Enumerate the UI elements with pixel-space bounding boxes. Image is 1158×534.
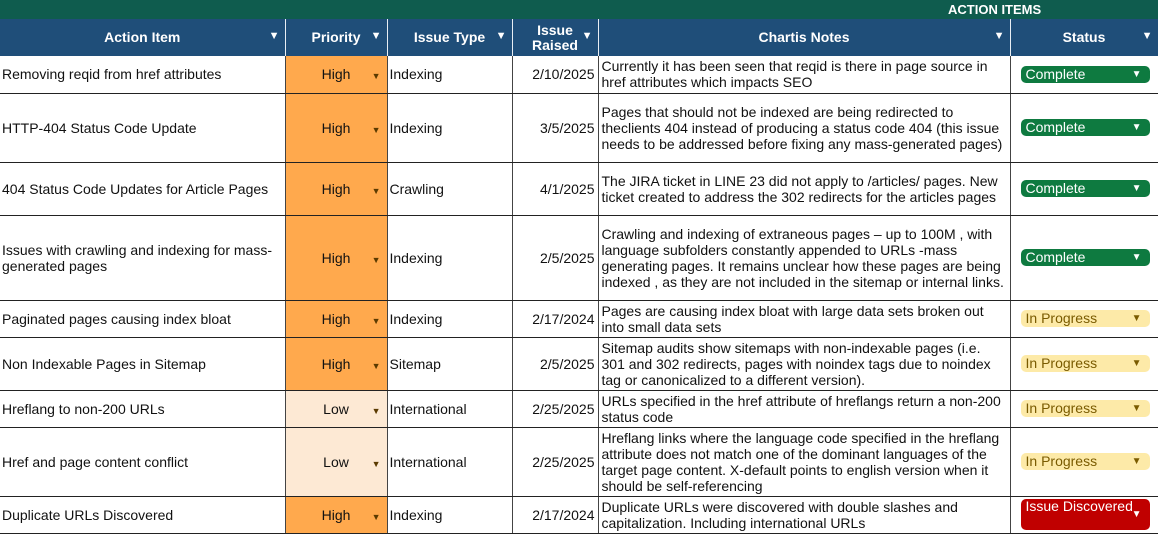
table-row bbox=[0, 93, 1158, 162]
priority-dropdown-icon[interactable]: ▼ bbox=[371, 458, 381, 469]
sheet-title-bar bbox=[0, 0, 1158, 19]
cell-issue-raised[interactable]: 3/5/2025 bbox=[512, 93, 598, 162]
cell-notes[interactable]: URLs specified in the href attribute of hreflangs return a non-200 status code bbox=[598, 390, 1010, 427]
priority-dropdown-icon[interactable]: ▼ bbox=[371, 511, 381, 522]
status-dropdown[interactable] bbox=[1021, 119, 1150, 136]
cell-notes[interactable]: Sitemap audits show sitemaps with non-indexable pages (i.e. 301 and 302 redirects, pages with noindex tags due to noindex tag or canonicalized to a different version). bbox=[598, 337, 1010, 390]
cell-status bbox=[1010, 300, 1158, 337]
cell-priority[interactable] bbox=[285, 215, 387, 300]
priority-value: High bbox=[321, 310, 351, 327]
priority-dropdown-icon[interactable]: ▼ bbox=[371, 71, 381, 82]
filter-dropdown-icon[interactable]: ▼ bbox=[370, 30, 382, 42]
cell-status bbox=[1010, 56, 1158, 93]
status-dropdown-icon[interactable]: ▼ bbox=[1131, 313, 1142, 324]
cell-action-item[interactable]: Issues with crawling and indexing for mass-generated pages bbox=[0, 215, 285, 300]
header-issue-raised-line1: Issue bbox=[537, 21, 573, 38]
header-status bbox=[1010, 19, 1158, 56]
cell-action-item[interactable]: HTTP-404 Status Code Update bbox=[0, 93, 285, 162]
status-value: Issue Discovered bbox=[1025, 498, 1133, 514]
status-dropdown-icon[interactable]: ▼ bbox=[1131, 68, 1142, 80]
cell-notes[interactable]: Duplicate URLs were discovered with double slashes and capitalization. Including international URLs bbox=[598, 496, 1010, 533]
cell-action-item[interactable]: Non Indexable Pages in Sitemap bbox=[0, 337, 285, 390]
cell-issue-type[interactable]: Indexing bbox=[387, 56, 512, 93]
status-dropdown[interactable] bbox=[1021, 66, 1150, 83]
priority-value: High bbox=[321, 119, 351, 136]
action-items-table bbox=[0, 19, 1158, 534]
status-value: In Progress bbox=[1025, 310, 1098, 326]
table-row bbox=[0, 215, 1158, 300]
cell-status bbox=[1010, 390, 1158, 427]
table-body bbox=[0, 56, 1158, 533]
cell-status bbox=[1010, 427, 1158, 496]
priority-dropdown-icon[interactable]: ▼ bbox=[371, 124, 381, 135]
cell-notes[interactable]: Crawling and indexing of extraneous pages – up to 100M , with language subfolders constantly appended to URLs -mass generating pages. It remains unclear how these pages are being indexed , as they are not included in the sitemap or internal links. bbox=[598, 215, 1010, 300]
header-status-label: Status bbox=[1062, 29, 1106, 45]
table-row bbox=[0, 337, 1158, 390]
cell-issue-raised[interactable]: 2/25/2025 bbox=[512, 427, 598, 496]
priority-value: High bbox=[321, 66, 351, 83]
status-value: Complete bbox=[1025, 180, 1086, 196]
table-row bbox=[0, 56, 1158, 93]
cell-priority[interactable] bbox=[285, 390, 387, 427]
status-dropdown[interactable] bbox=[1021, 180, 1150, 197]
status-dropdown-icon[interactable]: ▼ bbox=[1131, 509, 1142, 520]
status-dropdown[interactable] bbox=[1021, 453, 1150, 470]
status-dropdown[interactable] bbox=[1021, 400, 1150, 417]
cell-action-item[interactable]: 404 Status Code Updates for Article Pages bbox=[0, 162, 285, 215]
cell-priority[interactable] bbox=[285, 337, 387, 390]
cell-issue-raised[interactable]: 2/17/2024 bbox=[512, 300, 598, 337]
cell-issue-raised[interactable]: 2/10/2025 bbox=[512, 56, 598, 93]
cell-status bbox=[1010, 337, 1158, 390]
cell-issue-type[interactable]: International bbox=[387, 427, 512, 496]
header-priority-label: Priority bbox=[311, 29, 361, 45]
priority-value: Low bbox=[323, 453, 349, 470]
sheet-title: ACTION ITEMS bbox=[948, 2, 1042, 17]
filter-dropdown-icon[interactable]: ▼ bbox=[1141, 30, 1153, 42]
filter-dropdown-icon[interactable]: ▼ bbox=[581, 30, 593, 42]
cell-issue-raised[interactable]: 2/17/2024 bbox=[512, 496, 598, 533]
cell-notes[interactable]: Pages that should not be indexed are being redirected to theclients 404 instead of producing a status code 404 (this issue needs to be addressed before fixing any mass-generated pages) bbox=[598, 93, 1010, 162]
priority-dropdown-icon[interactable]: ▼ bbox=[371, 185, 381, 196]
status-dropdown-icon[interactable]: ▼ bbox=[1131, 252, 1142, 263]
cell-priority[interactable] bbox=[285, 56, 387, 93]
priority-dropdown-icon[interactable]: ▼ bbox=[371, 254, 381, 265]
status-value: In Progress bbox=[1025, 453, 1098, 469]
table-row bbox=[0, 496, 1158, 533]
cell-action-item[interactable]: Href and page content conflict bbox=[0, 427, 285, 496]
status-dropdown[interactable] bbox=[1021, 499, 1150, 530]
cell-notes[interactable]: Hreflang links where the language code specified in the hreflang attribute does not match one of the dominant languages of the target page content. X-default points to english version when it should be self-referencing bbox=[598, 427, 1010, 496]
status-dropdown-icon[interactable]: ▼ bbox=[1131, 183, 1142, 194]
cell-priority[interactable] bbox=[285, 300, 387, 337]
priority-dropdown-icon[interactable]: ▼ bbox=[371, 360, 381, 371]
cell-action-item[interactable]: Removing reqid from href attributes bbox=[0, 56, 285, 93]
cell-issue-type[interactable]: Crawling bbox=[387, 162, 512, 215]
cell-status bbox=[1010, 93, 1158, 162]
status-dropdown-icon[interactable]: ▼ bbox=[1131, 122, 1142, 133]
cell-notes[interactable]: The JIRA ticket in LINE 23 did not apply to /articles/ pages. New ticket created to address the 302 redirects for the articles pages bbox=[598, 162, 1010, 215]
table-row bbox=[0, 427, 1158, 496]
cell-issue-raised[interactable]: 4/1/2025 bbox=[512, 162, 598, 215]
header-issue-type-label: Issue Type bbox=[413, 29, 486, 45]
cell-priority[interactable] bbox=[285, 162, 387, 215]
cell-issue-raised[interactable]: 2/5/2025 bbox=[512, 215, 598, 300]
header-issue-raised bbox=[512, 19, 598, 56]
status-dropdown[interactable] bbox=[1021, 249, 1150, 266]
cell-notes[interactable]: Currently it has been seen that reqid is there in page source in href attributes which impacts SEO bbox=[598, 56, 1010, 93]
table-row bbox=[0, 390, 1158, 427]
cell-issue-type[interactable]: Indexing bbox=[387, 496, 512, 533]
header-chartis-notes-label: Chartis Notes bbox=[758, 29, 850, 45]
cell-priority[interactable] bbox=[285, 496, 387, 533]
status-dropdown[interactable] bbox=[1021, 355, 1150, 372]
header-action-item bbox=[0, 19, 285, 56]
header-action-item-label: Action Item bbox=[104, 29, 181, 45]
status-value: In Progress bbox=[1025, 400, 1098, 416]
status-dropdown[interactable] bbox=[1021, 310, 1150, 327]
table-row bbox=[0, 300, 1158, 337]
priority-dropdown-icon[interactable]: ▼ bbox=[371, 315, 381, 326]
status-dropdown-icon[interactable]: ▼ bbox=[1131, 456, 1142, 467]
cell-status bbox=[1010, 215, 1158, 300]
cell-issue-type[interactable]: Indexing bbox=[387, 215, 512, 300]
cell-issue-type[interactable]: Indexing bbox=[387, 300, 512, 337]
filter-dropdown-icon[interactable]: ▼ bbox=[268, 30, 280, 42]
status-value: In Progress bbox=[1025, 355, 1098, 371]
filter-dropdown-icon[interactable]: ▼ bbox=[993, 30, 1005, 42]
priority-dropdown-icon[interactable]: ▼ bbox=[371, 405, 381, 416]
priority-value: High bbox=[321, 249, 351, 266]
cell-issue-raised[interactable]: 2/5/2025 bbox=[512, 337, 598, 390]
status-value: Complete bbox=[1025, 249, 1086, 265]
status-dropdown-icon[interactable]: ▼ bbox=[1131, 358, 1142, 369]
header-row bbox=[0, 19, 1158, 56]
cell-priority[interactable] bbox=[285, 427, 387, 496]
priority-value: High bbox=[321, 180, 351, 197]
status-dropdown-icon[interactable]: ▼ bbox=[1131, 403, 1142, 414]
cell-issue-type[interactable]: Indexing bbox=[387, 93, 512, 162]
cell-action-item[interactable]: Duplicate URLs Discovered bbox=[0, 496, 285, 533]
header-issue-type bbox=[387, 19, 512, 56]
priority-value: Low bbox=[323, 400, 349, 417]
status-value: Complete bbox=[1025, 119, 1086, 135]
cell-issue-raised[interactable]: 2/25/2025 bbox=[512, 390, 598, 427]
cell-priority[interactable] bbox=[285, 93, 387, 162]
cell-issue-type[interactable]: International bbox=[387, 390, 512, 427]
status-value: Complete bbox=[1025, 65, 1086, 82]
cell-status bbox=[1010, 162, 1158, 215]
header-issue-raised-line2: Raised bbox=[532, 36, 578, 53]
cell-action-item[interactable]: Paginated pages causing index bloat bbox=[0, 300, 285, 337]
header-chartis-notes bbox=[598, 19, 1010, 56]
cell-issue-type[interactable]: Sitemap bbox=[387, 337, 512, 390]
header-priority bbox=[285, 19, 387, 56]
priority-value: High bbox=[321, 506, 351, 523]
cell-notes[interactable]: Pages are causing index bloat with large data sets broken out into small data sets bbox=[598, 300, 1010, 337]
table-row bbox=[0, 162, 1158, 215]
filter-dropdown-icon[interactable]: ▼ bbox=[495, 30, 507, 42]
cell-status bbox=[1010, 496, 1158, 533]
cell-action-item[interactable]: Hreflang to non-200 URLs bbox=[0, 390, 285, 427]
priority-value: High bbox=[321, 355, 351, 372]
